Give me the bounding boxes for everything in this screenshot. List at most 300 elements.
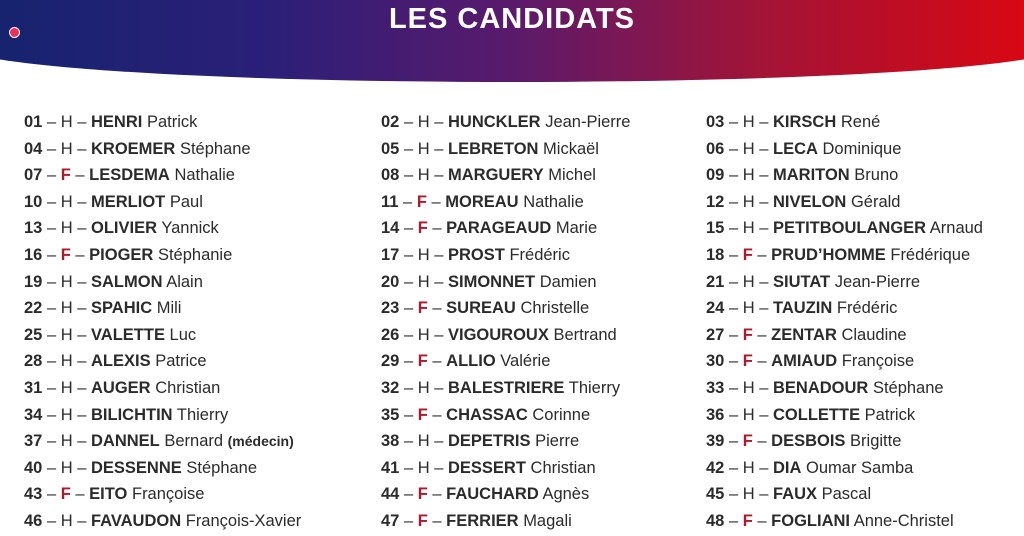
candidate-first-name: Luc xyxy=(169,325,197,344)
separator-dash: – xyxy=(399,272,418,291)
candidate-sex: F xyxy=(60,166,71,185)
candidate-sex: H xyxy=(60,378,73,397)
candidate-surname: VIGOUROUX xyxy=(448,325,549,344)
candidate-surname: DESSERT xyxy=(448,458,526,477)
candidates-column-2 xyxy=(381,109,630,535)
separator-dash: – xyxy=(754,192,773,211)
separator-dash: – xyxy=(72,139,91,158)
candidate-surname: AUGER xyxy=(91,378,151,397)
candidate-surname: FAUCHARD xyxy=(446,485,539,504)
separator-dash: – xyxy=(399,299,418,318)
candidate-number: 33 xyxy=(706,378,725,397)
separator-dash: – xyxy=(754,113,773,131)
candidate-row xyxy=(706,322,983,349)
candidate-number: 43 xyxy=(24,485,43,504)
candidate-first-name: Frédérique xyxy=(890,245,971,264)
separator-dash: – xyxy=(429,166,448,185)
separator-dash: – xyxy=(42,352,61,371)
candidate-surname: PARAGEAUD xyxy=(446,219,552,238)
candidate-surname: AMIAUD xyxy=(771,352,838,371)
candidate-row xyxy=(24,455,301,482)
candidate-first-name: Magali xyxy=(523,511,572,530)
candidate-first-name: René xyxy=(840,113,881,131)
separator-dash: – xyxy=(429,432,448,451)
candidate-row xyxy=(706,242,983,269)
separator-dash: – xyxy=(72,299,91,318)
separator-dash: – xyxy=(724,299,743,318)
separator-dash: – xyxy=(70,485,90,504)
candidate-surname: MERLIOT xyxy=(91,192,166,211)
candidate-sex: H xyxy=(60,272,73,291)
candidate-number: 10 xyxy=(24,192,43,211)
candidate-sex: H xyxy=(60,139,73,158)
separator-dash: – xyxy=(724,352,743,371)
candidate-first-name: Patrice xyxy=(155,352,207,371)
candidate-surname: TAUZIN xyxy=(773,299,833,318)
separator-dash: – xyxy=(42,219,61,238)
separator-dash: – xyxy=(752,245,772,264)
candidate-first-name: Damien xyxy=(539,272,597,291)
candidate-first-name: Frédéric xyxy=(836,299,898,318)
candidate-row xyxy=(24,215,301,242)
candidate-first-name: Anne-Christel xyxy=(853,511,954,530)
candidate-surname: HENRI xyxy=(91,113,143,131)
candidate-first-name: Françoise xyxy=(131,485,205,504)
candidate-surname: EITO xyxy=(89,485,128,504)
separator-dash: – xyxy=(72,192,91,211)
candidate-row xyxy=(381,481,630,508)
candidate-sex: F xyxy=(416,192,427,211)
separator-dash: – xyxy=(42,245,61,264)
candidate-first-name: Alain xyxy=(166,272,203,291)
candidate-sex: H xyxy=(60,113,73,131)
candidate-first-name: Bernard xyxy=(164,432,224,451)
candidate-sex: H xyxy=(60,432,73,451)
candidate-row xyxy=(24,508,301,535)
candidate-row xyxy=(706,162,983,189)
candidate-number: 27 xyxy=(706,325,725,344)
candidate-number: 40 xyxy=(24,458,43,477)
candidate-row xyxy=(24,242,301,269)
candidate-row xyxy=(381,269,630,296)
candidate-sex: H xyxy=(60,325,73,344)
separator-dash: – xyxy=(724,219,743,238)
candidate-surname: PETITBOULANGER xyxy=(773,219,927,238)
separator-dash: – xyxy=(399,458,418,477)
candidate-sex: H xyxy=(742,219,755,238)
candidate-number: 32 xyxy=(381,378,400,397)
candidate-first-name: Thierry xyxy=(568,378,621,397)
separator-dash: – xyxy=(724,245,743,264)
candidate-first-name: Pierre xyxy=(535,432,580,451)
separator-dash: – xyxy=(427,511,447,530)
candidate-sex: H xyxy=(60,192,73,211)
candidate-number: 42 xyxy=(706,458,725,477)
candidate-first-name: Jean-Pierre xyxy=(834,272,921,291)
separator-dash: – xyxy=(42,405,61,424)
candidate-first-name: Paul xyxy=(169,192,203,211)
separator-dash: – xyxy=(72,378,91,397)
separator-dash: – xyxy=(399,166,418,185)
candidate-number: 31 xyxy=(24,378,43,397)
candidate-sex: H xyxy=(60,352,73,371)
candidate-first-name: Stéphane xyxy=(186,458,258,477)
candidate-number: 35 xyxy=(381,405,400,424)
candidate-surname: DANNEL xyxy=(91,432,160,451)
candidate-first-name: Bertrand xyxy=(553,325,617,344)
candidate-surname: ALEXIS xyxy=(91,352,151,371)
candidate-sex: H xyxy=(417,139,430,158)
candidate-row xyxy=(24,402,301,429)
candidate-number: 24 xyxy=(706,299,725,318)
candidate-first-name: Nathalie xyxy=(174,166,235,185)
separator-dash: – xyxy=(427,352,447,371)
candidate-number: 36 xyxy=(706,405,725,424)
candidate-number: 29 xyxy=(381,352,400,371)
candidate-row xyxy=(381,402,630,429)
candidate-surname: PIOGER xyxy=(89,245,154,264)
candidate-row xyxy=(706,428,983,455)
candidate-number: 48 xyxy=(706,511,725,530)
candidate-surname: ZENTAR xyxy=(771,325,837,344)
candidate-first-name: Brigitte xyxy=(850,432,902,451)
candidate-number: 20 xyxy=(381,272,400,291)
candidate-number: 03 xyxy=(706,113,725,131)
candidate-surname: KROEMER xyxy=(91,139,176,158)
separator-dash: – xyxy=(724,139,743,158)
separator-dash: – xyxy=(42,272,61,291)
separator-dash: – xyxy=(42,378,61,397)
separator-dash: – xyxy=(427,405,447,424)
candidate-surname: NIVELON xyxy=(773,192,847,211)
candidate-first-name: François-Xavier xyxy=(185,511,302,530)
separator-dash: – xyxy=(724,325,743,344)
candidate-sex: H xyxy=(742,139,755,158)
separator-dash: – xyxy=(70,166,90,185)
separator-dash: – xyxy=(72,272,91,291)
candidate-first-name: Agnès xyxy=(542,485,590,504)
candidate-row xyxy=(706,481,983,508)
separator-dash: – xyxy=(724,485,743,504)
candidate-row xyxy=(381,189,630,216)
separator-dash: – xyxy=(399,511,418,530)
candidate-number: 04 xyxy=(24,139,43,158)
candidate-sex: H xyxy=(417,245,430,264)
candidate-row xyxy=(24,375,301,402)
candidate-first-name: Pascal xyxy=(821,485,872,504)
candidate-number: 07 xyxy=(24,166,43,185)
candidate-number: 21 xyxy=(706,272,725,291)
separator-dash: – xyxy=(72,325,91,344)
candidate-first-name: Valérie xyxy=(500,352,551,371)
candidate-row xyxy=(706,136,983,163)
separator-dash: – xyxy=(42,192,61,211)
candidate-number: 06 xyxy=(706,139,725,158)
separator-dash: – xyxy=(42,325,61,344)
candidate-surname: MOREAU xyxy=(445,192,519,211)
candidate-row xyxy=(381,136,630,163)
separator-dash: – xyxy=(427,299,447,318)
candidate-surname: SUREAU xyxy=(446,299,516,318)
candidate-row xyxy=(24,428,301,455)
candidate-first-name: Jean-Pierre xyxy=(545,113,631,131)
candidate-number: 22 xyxy=(24,299,43,318)
separator-dash: – xyxy=(429,325,448,344)
candidate-first-name: Stéphanie xyxy=(157,245,233,264)
candidate-row xyxy=(381,295,630,322)
candidate-first-name: Christelle xyxy=(520,299,590,318)
candidates-column-1 xyxy=(24,109,301,535)
candidate-surname: BALESTRIERE xyxy=(448,378,565,397)
candidate-sex: H xyxy=(417,325,430,344)
candidate-sex: H xyxy=(742,113,755,131)
candidate-number: 12 xyxy=(706,192,725,211)
candidate-number: 25 xyxy=(24,325,43,344)
candidate-surname: MARGUERY xyxy=(448,166,544,185)
candidate-number: 47 xyxy=(381,511,400,530)
candidate-first-name: Arnaud xyxy=(929,219,983,238)
candidate-surname: VALETTE xyxy=(91,325,165,344)
separator-dash: – xyxy=(72,511,91,530)
separator-dash: – xyxy=(724,378,743,397)
candidate-sex: F xyxy=(417,299,428,318)
candidate-first-name: Thierry xyxy=(176,405,229,424)
candidate-row xyxy=(24,322,301,349)
separator-dash: – xyxy=(754,219,773,238)
candidate-first-name: Michel xyxy=(548,166,596,185)
candidate-sex: H xyxy=(417,432,430,451)
candidate-row xyxy=(381,162,630,189)
candidate-first-name: Dominique xyxy=(822,139,902,158)
separator-dash: – xyxy=(724,511,743,530)
candidate-first-name: Corinne xyxy=(532,405,591,424)
candidate-first-name: Patrick xyxy=(864,405,916,424)
candidate-row xyxy=(706,109,983,136)
candidate-first-name: Gérald xyxy=(850,192,901,211)
separator-dash: – xyxy=(399,378,418,397)
candidate-number: 19 xyxy=(24,272,43,291)
separator-dash: – xyxy=(754,272,773,291)
candidate-number: 05 xyxy=(381,139,400,158)
candidate-row xyxy=(24,136,301,163)
separator-dash: – xyxy=(399,485,418,504)
candidate-row xyxy=(381,348,630,375)
separator-dash: – xyxy=(398,192,417,211)
separator-dash: – xyxy=(429,245,448,264)
candidate-number: 18 xyxy=(706,245,725,264)
candidate-number: 30 xyxy=(706,352,725,371)
candidate-row xyxy=(706,508,983,535)
candidate-row xyxy=(381,322,630,349)
candidate-first-name: Christian xyxy=(530,458,596,477)
candidate-sex: F xyxy=(742,325,753,344)
separator-dash: – xyxy=(724,458,743,477)
candidate-sex: H xyxy=(417,458,430,477)
separator-dash: – xyxy=(429,458,448,477)
candidate-sex: H xyxy=(417,378,430,397)
separator-dash: – xyxy=(70,245,90,264)
candidate-surname: HUNCKLER xyxy=(448,113,541,131)
candidate-number: 41 xyxy=(381,458,400,477)
separator-dash: – xyxy=(72,352,91,371)
candidate-first-name: Frédéric xyxy=(509,245,570,264)
candidate-row xyxy=(24,109,301,136)
candidate-surname: PROST xyxy=(448,245,505,264)
candidate-sex: F xyxy=(417,219,428,238)
candidate-sex: F xyxy=(742,432,753,451)
candidate-sex: H xyxy=(742,166,755,185)
separator-dash: – xyxy=(399,113,418,131)
candidate-number: 38 xyxy=(381,432,400,451)
candidate-sex: H xyxy=(742,485,755,504)
candidate-first-name: Yannick xyxy=(161,219,219,238)
candidate-surname: COLLETTE xyxy=(773,405,861,424)
separator-dash: – xyxy=(42,113,61,131)
separator-dash: – xyxy=(72,113,91,131)
separator-dash: – xyxy=(42,458,61,477)
candidate-row xyxy=(381,242,630,269)
separator-dash: – xyxy=(42,511,61,530)
candidate-sex: F xyxy=(60,245,71,264)
candidate-sex: H xyxy=(60,405,73,424)
candidate-number: 44 xyxy=(381,485,400,504)
candidate-row xyxy=(706,215,983,242)
separator-dash: – xyxy=(754,378,773,397)
candidate-surname: BILICHTIN xyxy=(91,405,173,424)
candidate-sex: F xyxy=(742,352,753,371)
candidate-row xyxy=(381,508,630,535)
candidate-sex: H xyxy=(60,458,73,477)
candidate-number: 13 xyxy=(24,219,43,238)
candidate-sex: H xyxy=(742,192,755,211)
separator-dash: – xyxy=(399,405,418,424)
separator-dash: – xyxy=(72,458,91,477)
candidate-row xyxy=(381,215,630,242)
candidate-surname: FAUX xyxy=(773,485,818,504)
candidate-first-name: Nathalie xyxy=(523,192,584,211)
candidate-surname: KIRSCH xyxy=(773,113,837,131)
candidate-row xyxy=(706,375,983,402)
separator-dash: – xyxy=(42,299,61,318)
separator-dash: – xyxy=(72,219,91,238)
separator-dash: – xyxy=(754,485,773,504)
separator-dash: – xyxy=(399,139,418,158)
candidate-number: 14 xyxy=(381,219,400,238)
candidate-surname: FAVAUDON xyxy=(91,511,182,530)
separator-dash: – xyxy=(72,432,91,451)
separator-dash: – xyxy=(42,485,61,504)
candidate-sex: H xyxy=(742,378,755,397)
candidate-row xyxy=(381,428,630,455)
candidate-surname: SALMON xyxy=(91,272,163,291)
candidate-surname: MARITON xyxy=(773,166,850,185)
candidate-number: 37 xyxy=(24,432,43,451)
separator-dash: – xyxy=(754,139,773,158)
candidate-sex: H xyxy=(742,405,755,424)
separator-dash: – xyxy=(399,219,418,238)
separator-dash: – xyxy=(724,113,743,131)
candidate-number: 17 xyxy=(381,245,400,264)
candidate-row xyxy=(706,269,983,296)
separator-dash: – xyxy=(429,272,448,291)
candidate-sex: F xyxy=(417,511,428,530)
candidate-row xyxy=(706,295,983,322)
separator-dash: – xyxy=(426,192,446,211)
candidate-surname: ALLIO xyxy=(446,352,496,371)
candidate-surname: SIMONNET xyxy=(448,272,536,291)
candidate-number: 39 xyxy=(706,432,725,451)
candidate-surname: DESSENNE xyxy=(91,458,182,477)
separator-dash: – xyxy=(752,325,772,344)
separator-dash: – xyxy=(429,378,448,397)
separator-dash: – xyxy=(754,299,773,318)
candidate-sex: H xyxy=(60,511,73,530)
candidate-row xyxy=(706,189,983,216)
candidate-surname: LECA xyxy=(773,139,818,158)
separator-dash: – xyxy=(429,113,448,131)
candidate-surname: LESDEMA xyxy=(89,166,170,185)
candidate-row xyxy=(706,455,983,482)
separator-dash: – xyxy=(724,432,743,451)
candidate-number: 26 xyxy=(381,325,400,344)
separator-dash: – xyxy=(399,432,418,451)
separator-dash: – xyxy=(754,166,773,185)
candidate-first-name: Mili xyxy=(156,299,182,318)
candidate-row xyxy=(24,189,301,216)
candidate-row xyxy=(381,375,630,402)
candidates-column-3 xyxy=(706,109,983,535)
separator-dash: – xyxy=(724,272,743,291)
separator-dash: – xyxy=(42,166,61,185)
candidate-surname: PRUD’HOMME xyxy=(771,245,886,264)
candidate-number: 34 xyxy=(24,405,43,424)
candidate-number: 45 xyxy=(706,485,725,504)
candidate-row xyxy=(24,162,301,189)
candidate-row xyxy=(24,481,301,508)
candidate-surname: SIUTAT xyxy=(773,272,831,291)
candidate-sex: F xyxy=(417,352,428,371)
candidate-number: 02 xyxy=(381,113,400,131)
candidate-number: 11 xyxy=(381,192,399,211)
separator-dash: – xyxy=(72,405,91,424)
candidate-number: 46 xyxy=(24,511,43,530)
candidate-number: 28 xyxy=(24,352,43,371)
candidate-sex: H xyxy=(742,272,755,291)
candidate-row xyxy=(24,348,301,375)
candidate-number: 09 xyxy=(706,166,725,185)
candidate-surname: LEBRETON xyxy=(448,139,539,158)
candidate-surname: CHASSAC xyxy=(446,405,528,424)
candidate-sex: H xyxy=(417,166,430,185)
candidate-number: 16 xyxy=(24,245,43,264)
candidate-first-name: Patrick xyxy=(146,113,198,131)
candidate-surname: DEPETRIS xyxy=(448,432,531,451)
candidate-first-name: Stéphane xyxy=(872,378,944,397)
candidate-first-name: Claudine xyxy=(841,325,907,344)
separator-dash: – xyxy=(724,166,743,185)
separator-dash: – xyxy=(724,192,743,211)
candidate-sex: H xyxy=(742,458,755,477)
candidate-first-name: Stéphane xyxy=(179,139,251,158)
candidate-note: (médecin) xyxy=(227,433,294,450)
candidate-row xyxy=(24,269,301,296)
separator-dash: – xyxy=(429,139,448,158)
candidate-first-name: Bruno xyxy=(854,166,899,185)
candidate-sex: H xyxy=(417,272,430,291)
separator-dash: – xyxy=(42,432,61,451)
candidate-surname: DIA xyxy=(773,458,802,477)
candidate-row xyxy=(24,295,301,322)
